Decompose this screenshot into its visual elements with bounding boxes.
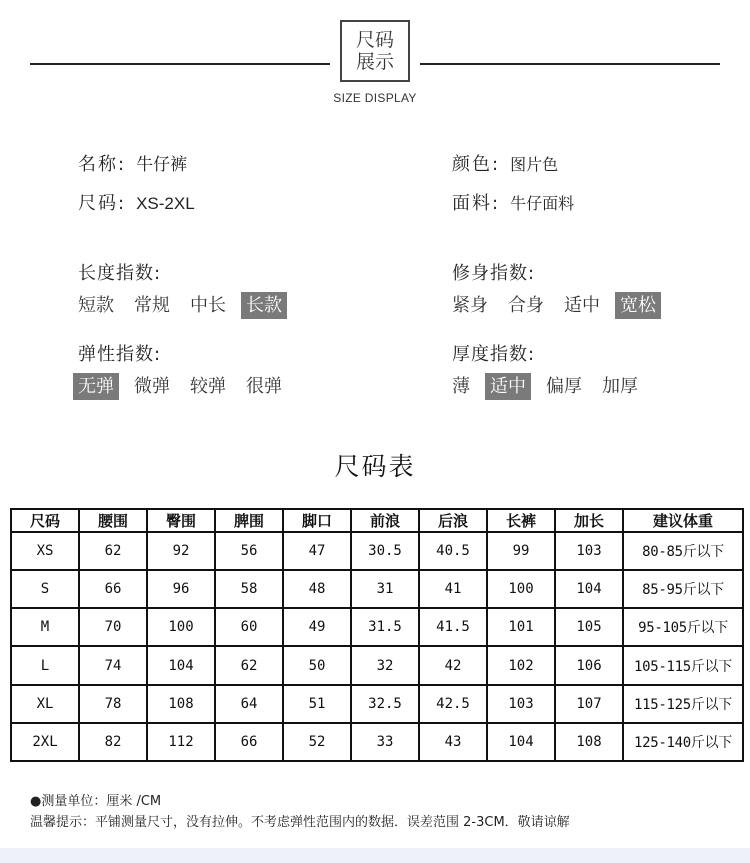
size-table-cell: 32.5: [351, 685, 419, 723]
size-table-cell: 100: [147, 608, 215, 646]
fit-option: 宽松: [615, 292, 661, 319]
size-table-cell: 49: [283, 608, 351, 646]
product-color-label: 颜色:: [452, 154, 501, 175]
size-table-cell: 40.5: [419, 532, 487, 570]
size-table-cell: 115-125斤以下: [623, 685, 743, 723]
size-table-header-cell: 前浪: [351, 509, 419, 532]
table-row: [11, 685, 743, 723]
size-table-cell: 100: [487, 570, 555, 608]
elasticity-option: 较弹: [190, 376, 226, 397]
product-name-value: 牛仔裤: [136, 155, 188, 175]
thickness-option: 薄: [452, 376, 470, 397]
size-table-cell: 80-85斤以下: [623, 532, 743, 570]
length-option: 短款: [78, 295, 114, 316]
size-table-cell: 96: [147, 570, 215, 608]
size-table-cell: 125-140斤以下: [623, 723, 743, 761]
size-table-cell: 85-95斤以下: [623, 570, 743, 608]
fit-option: 紧身: [452, 295, 488, 316]
section-title-line1: 尺码: [355, 29, 394, 51]
fit-index-options: [447, 292, 661, 319]
header-divider-right: [420, 63, 720, 65]
product-fabric-label: 面料:: [452, 193, 501, 214]
elasticity-index-title: 弹性指数:: [78, 344, 162, 365]
size-table-cell: 82: [79, 723, 147, 761]
elasticity-option: 无弹: [73, 373, 119, 400]
size-table-cell: 99: [487, 532, 555, 570]
size-table-header-cell: 脚口: [283, 509, 351, 532]
table-row: [11, 570, 743, 608]
size-table-cell: 41: [419, 570, 487, 608]
length-option: 中长: [190, 295, 226, 316]
size-table-cell: 78: [79, 685, 147, 723]
size-table-cell: 64: [215, 685, 283, 723]
thickness-option: 偏厚: [546, 376, 582, 397]
product-fabric-value: 牛仔面料: [510, 194, 575, 213]
product-name-label: 名称:: [78, 154, 127, 175]
size-table-cell: 106: [555, 646, 623, 684]
size-table-cell: 66: [215, 723, 283, 761]
unit-note: ●测量单位：厘米 /CM: [30, 794, 162, 809]
size-table-cell: L: [11, 646, 79, 684]
table-row: [11, 723, 743, 761]
size-table-cell: 60: [215, 608, 283, 646]
size-table-cell: 107: [555, 685, 623, 723]
size-table-cell: 2XL: [11, 723, 79, 761]
product-fabric: [452, 189, 574, 215]
length-index-options: [73, 292, 287, 319]
size-table-cell: 74: [79, 646, 147, 684]
thickness-index-options: [447, 373, 643, 400]
size-table-header-cell: 加长: [555, 509, 623, 532]
size-table-cell: XS: [11, 532, 79, 570]
size-table-cell: 108: [147, 685, 215, 723]
size-table-cell: 112: [147, 723, 215, 761]
size-table-cell: 47: [283, 532, 351, 570]
size-table-header-cell: 臀围: [147, 509, 215, 532]
product-name: [78, 150, 187, 176]
table-row: [11, 532, 743, 570]
size-table: [10, 508, 744, 762]
size-table-cell: 70: [79, 608, 147, 646]
size-table-cell: 41.5: [419, 608, 487, 646]
size-table-cell: 92: [147, 532, 215, 570]
header-divider-left: [30, 63, 330, 65]
fit-option: 合身: [508, 295, 544, 316]
size-table-header-cell: 长裤: [487, 509, 555, 532]
size-table-cell: 43: [419, 723, 487, 761]
size-table-cell: 62: [79, 532, 147, 570]
size-table-cell: 104: [147, 646, 215, 684]
size-table-header-cell: 脾围: [215, 509, 283, 532]
section-title-box: [340, 20, 410, 82]
thickness-option: 加厚: [602, 376, 638, 397]
product-color-value: 图片色: [510, 155, 559, 174]
elasticity-option: 微弹: [134, 376, 170, 397]
size-table-cell: 30.5: [351, 532, 419, 570]
tip-note: 温馨提示：平铺测量尺寸，没有拉伸。不考虑弹性范围内的数据．误差范围 2-3CM．敬请谅解: [30, 815, 570, 830]
size-table-cell: 95-105斤以下: [623, 608, 743, 646]
table-row: [11, 646, 743, 684]
elasticity-index-options: [73, 373, 287, 400]
size-table-cell: 66: [79, 570, 147, 608]
size-table-cell: 103: [555, 532, 623, 570]
elasticity-option: 很弹: [246, 376, 282, 397]
product-size: [78, 189, 195, 215]
size-table-cell: 33: [351, 723, 419, 761]
size-table-header-cell: 腰围: [79, 509, 147, 532]
size-table-cell: 101: [487, 608, 555, 646]
size-table-cell: 51: [283, 685, 351, 723]
size-table-cell: 108: [555, 723, 623, 761]
thickness-option: 适中: [485, 373, 531, 400]
size-table-title: 尺码表: [334, 452, 416, 481]
size-table-cell: 62: [215, 646, 283, 684]
length-option: 长款: [241, 292, 287, 319]
section-title-line2: 展示: [355, 51, 394, 73]
section-subtitle: SIZE DISPLAY: [333, 91, 417, 105]
size-table-cell: 31.5: [351, 608, 419, 646]
size-table-cell: 58: [215, 570, 283, 608]
size-table-cell: 105-115斤以下: [623, 646, 743, 684]
fit-index-title: 修身指数:: [452, 263, 536, 284]
size-table-cell: 50: [283, 646, 351, 684]
size-table-cell: 104: [487, 723, 555, 761]
size-table-cell: M: [11, 608, 79, 646]
size-table-cell: 42.5: [419, 685, 487, 723]
size-table-cell: 52: [283, 723, 351, 761]
size-table-cell: 104: [555, 570, 623, 608]
length-index-title: 长度指数:: [78, 263, 162, 284]
size-table-cell: 56: [215, 532, 283, 570]
size-table-cell: 105: [555, 608, 623, 646]
size-table-cell: 31: [351, 570, 419, 608]
bottom-band: [0, 848, 750, 863]
length-option: 常规: [134, 295, 170, 316]
size-table-header-cell: 建议体重: [623, 509, 743, 532]
size-table-cell: 32: [351, 646, 419, 684]
thickness-index-title: 厚度指数:: [452, 344, 536, 365]
size-table-cell: 42: [419, 646, 487, 684]
size-table-cell: 102: [487, 646, 555, 684]
size-table-cell: XL: [11, 685, 79, 723]
size-table-cell: 103: [487, 685, 555, 723]
size-table-header-cell: 后浪: [419, 509, 487, 532]
size-table-header-cell: 尺码: [11, 509, 79, 532]
product-size-label: 尺码:: [78, 193, 127, 214]
product-color: [452, 150, 558, 176]
product-size-value: XS-2XL: [136, 194, 195, 213]
fit-option: 适中: [564, 295, 600, 316]
size-table-header-row: [11, 509, 743, 532]
size-table-cell: S: [11, 570, 79, 608]
table-row: [11, 608, 743, 646]
size-table-cell: 48: [283, 570, 351, 608]
